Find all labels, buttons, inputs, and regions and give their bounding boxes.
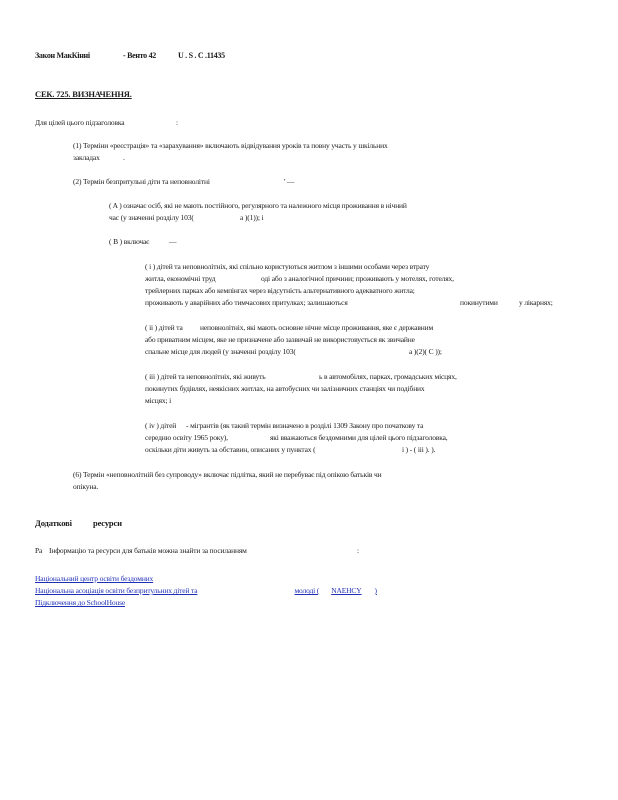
link-naehcy[interactable] [35,586,377,595]
link-naehcy-acronym: NAEHCY [331,586,362,595]
item-ii-line-2: або приватним місцем, яке не призначене або зазвичай не використовується як звичайне [145,335,415,344]
item-ii-line-3-end: а )(2)( С )); [409,347,442,356]
header-act: - Венто 42 [123,51,156,60]
subdef-a-line-2: час (у значенні розділу 103( [109,213,194,222]
header-title: Закон МакКінні [35,51,90,60]
item-i-line-2-end: оді або з аналогічної причини; проживають у мотелях, готелях, [261,274,454,283]
item-ii-line-3: спальне місце для людей (у значенні розділу 103( [145,347,296,356]
item-iii-line-3: місцях; і [145,396,172,405]
header-citation: U . S . C .11435 [178,51,225,60]
subdef-a-line-1: ( A ) означає осіб, які не мають постійного, регулярного та належного місця проживання в нічний [109,201,407,210]
definition-2-dash: ' — [284,177,295,186]
definition-6-line-2: опікуна. [73,482,99,491]
item-i-line-3: трейлерних парках або кемпінгах через відсутність альтернативного адекватного житла; [145,286,415,295]
item-iv-line-2: середню освіту 1965 року), [145,433,228,442]
resources-heading-part-1: Додаткові [35,518,72,528]
item-iv-line-3: оскільки діти живуть за обставин, описаних у пунктах ( [145,445,316,454]
item-iii-line-2: покинутих будівлях, неякісних житлах, на автобусних чи залізничних станціях чи подібних [145,384,425,393]
subdef-a-line-2-end: а )(1)); і [240,213,264,222]
link-national-center-homeless-education[interactable]: Національний центр освіти бездомних [35,574,154,583]
subdef-b-dash: — [169,237,177,246]
link-naehcy-text-part-1: Національна асоціація освіти безпритульних дітей та [35,586,198,595]
item-iii-line-1: ( iii ) дітей та неповнолітніх, які живуть [145,372,266,381]
item-ii-line-1: ( ii ) дітей та [145,323,183,332]
subdef-b-line: ( B ) включає [109,237,150,246]
resources-intro-colon: : [357,546,359,555]
definition-1-period: . [123,153,125,162]
definition-1-line-1: (1) Терміни «реєстрація» та «зарахування» включають відвідування уроків та повну участь у шкільних [73,141,388,150]
resources-intro-prefix: Ра [35,546,43,555]
section-intro: Для цілей цього підзаголовка [35,118,125,127]
definition-2-line: (2) Термін безпритульні діти та неповнолітні [73,177,210,186]
definition-1-line-2: закладах [73,153,100,162]
item-ii-line-1-end: неповнолітніх, які мають основне нічне місце проживання, яке є державним [200,323,434,332]
definition-6-line-1: (6) Термін «неповнолітній без супроводу» включає підлітка, який не перебуває під опікою батьків чи [73,470,382,479]
item-i-line-2: житла, економічні труд [145,274,216,283]
section-intro-colon: : [176,118,178,127]
item-iv-line-1: ( iv ) дітей [145,421,177,430]
item-iv-line-1-end: - мігрантів (як такий термін визначено в розділі 1309 Закону про початкову та [186,421,424,430]
item-i-line-1: ( i ) дітей та неповнолітніх, які спільно користуються житлом з іншими особами через втрату [145,262,430,271]
link-naehcy-close-paren: ) [374,586,377,595]
item-iv-line-3-end: i ) - ( iii ). ). [402,445,436,454]
item-iii-line-1-end: ь в автомобілях, парках, громадських місцях, [319,372,457,381]
resources-intro: Інформацію та ресурси для батьків можна знайти за посиланням [49,546,247,555]
section-heading: СЕК. 725. ВИЗНАЧЕННЯ. [35,89,132,99]
item-iv-line-2-end: які вважаються бездомними для цілей цього підзаголовка, [270,433,448,442]
resources-heading-part-2: ресурси [93,518,122,528]
item-i-line-4-end: у лікарнях; [519,298,553,307]
link-connecting-to-schoolhouse[interactable]: Підключення до SchoolHouse [35,598,126,607]
item-i-line-4-mid: покинутими [460,298,498,307]
item-i-line-4: проживають у аварійних або тимчасових притулках; залишаються [145,298,348,307]
link-naehcy-text-part-2: молоді ( [294,586,320,595]
